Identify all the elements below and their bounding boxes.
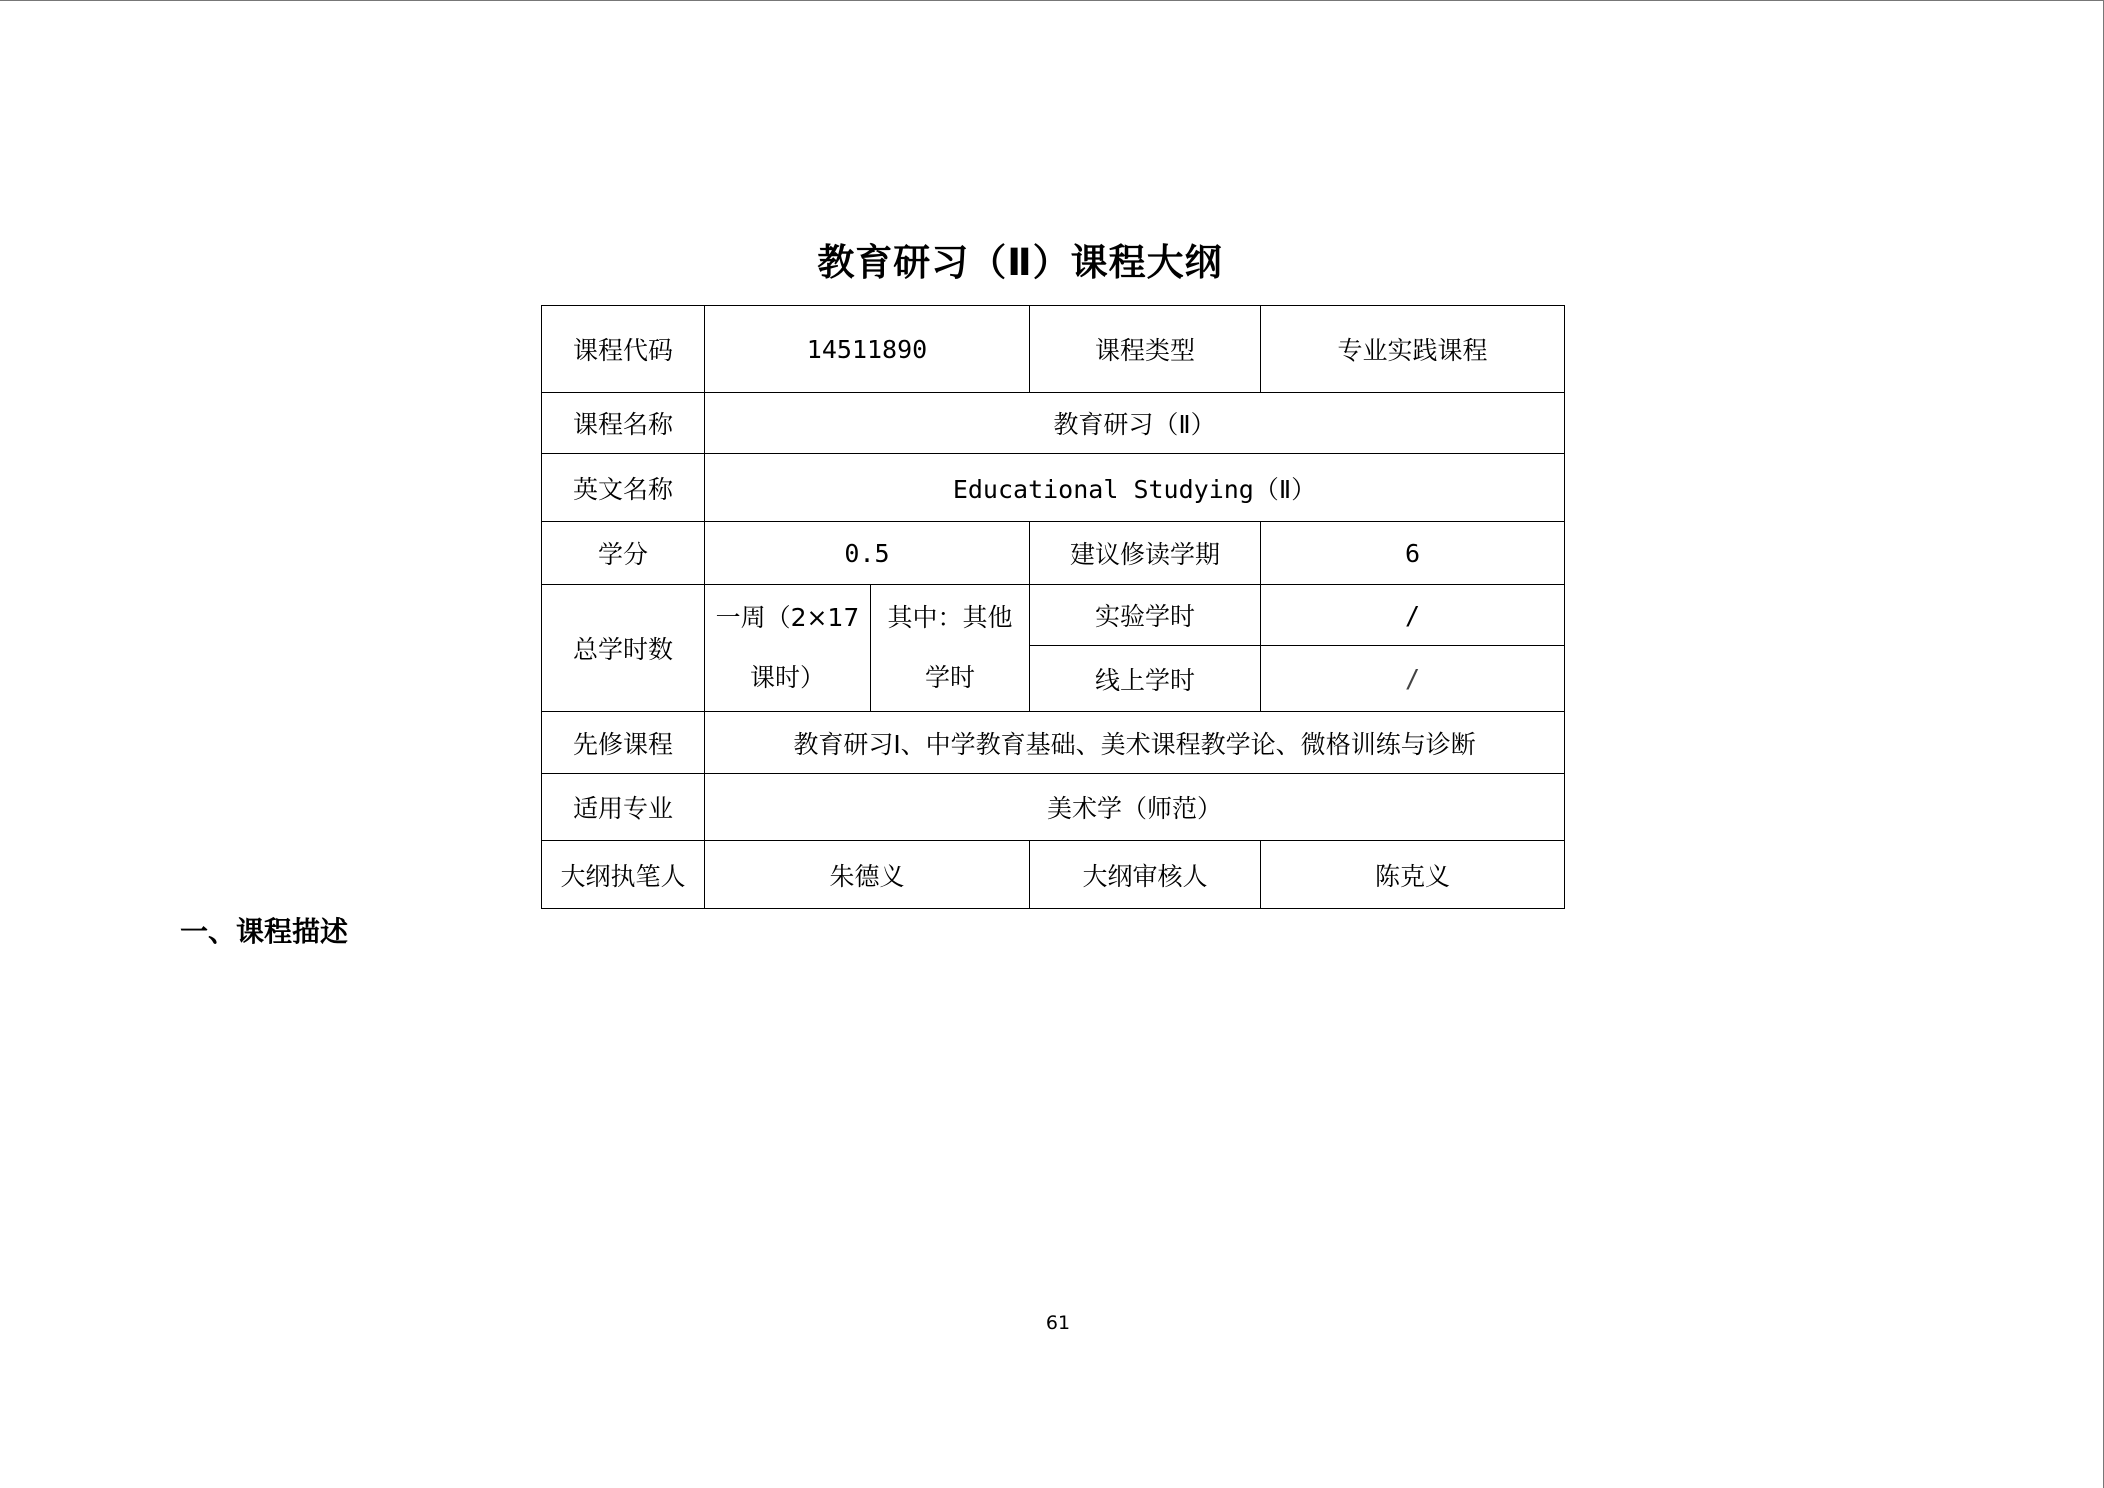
section-heading-course-description: 一、课程描述 bbox=[180, 915, 349, 948]
course-type-label: 课程类型 bbox=[1030, 306, 1261, 393]
online-hours-label: 线上学时 bbox=[1030, 646, 1261, 712]
table-row-major bbox=[542, 774, 1565, 841]
total-hours-value-line2: 课时） bbox=[749, 663, 825, 692]
major-label: 适用专业 bbox=[542, 774, 705, 841]
total-hours-value bbox=[705, 585, 871, 712]
course-info-table bbox=[541, 305, 1565, 909]
course-name-label: 课程名称 bbox=[542, 393, 705, 454]
other-hours-label-line2: 学时 bbox=[925, 663, 976, 692]
document-title: 教育研习（Ⅱ）课程大纲 bbox=[817, 241, 1223, 284]
table-row-code-type bbox=[542, 306, 1565, 393]
semester-label: 建议修读学期 bbox=[1030, 522, 1261, 585]
lab-hours-value: / bbox=[1261, 585, 1565, 646]
other-hours-label bbox=[871, 585, 1030, 712]
course-code-value: 14511890 bbox=[705, 306, 1030, 393]
semester-value: 6 bbox=[1261, 522, 1565, 585]
page-frame-top bbox=[0, 0, 2104, 1]
table-row-credits-semester bbox=[542, 522, 1565, 585]
lab-hours-label: 实验学时 bbox=[1030, 585, 1261, 646]
author-value: 朱德义 bbox=[705, 841, 1030, 909]
author-label: 大纲执笔人 bbox=[542, 841, 705, 909]
table-row-english-name bbox=[542, 454, 1565, 522]
credits-label: 学分 bbox=[542, 522, 705, 585]
english-name-value: Educational Studying（Ⅱ） bbox=[705, 454, 1565, 522]
table-row-hours-lab bbox=[542, 585, 1565, 646]
prerequisites-value: 教育研习Ⅰ、中学教育基础、美术课程教学论、微格训练与诊断 bbox=[705, 712, 1565, 774]
major-value: 美术学（师范） bbox=[705, 774, 1565, 841]
prerequisites-label: 先修课程 bbox=[542, 712, 705, 774]
other-hours-label-line1: 其中：其他 bbox=[887, 603, 1013, 632]
table-row-author-reviewer bbox=[542, 841, 1565, 909]
total-hours-value-line1: 一周（2×17 bbox=[715, 603, 860, 632]
reviewer-value: 陈克义 bbox=[1261, 841, 1565, 909]
credits-value: 0.5 bbox=[705, 522, 1030, 585]
reviewer-label: 大纲审核人 bbox=[1030, 841, 1261, 909]
english-name-label: 英文名称 bbox=[542, 454, 705, 522]
online-hours-value: / bbox=[1261, 646, 1565, 712]
total-hours-label: 总学时数 bbox=[542, 585, 705, 712]
course-code-label: 课程代码 bbox=[542, 306, 705, 393]
course-type-value: 专业实践课程 bbox=[1261, 306, 1565, 393]
table-row-prerequisites bbox=[542, 712, 1565, 774]
course-name-value: 教育研习（Ⅱ） bbox=[705, 393, 1565, 454]
table-row-course-name bbox=[542, 393, 1565, 454]
page-number: 61 bbox=[1045, 1312, 1071, 1334]
